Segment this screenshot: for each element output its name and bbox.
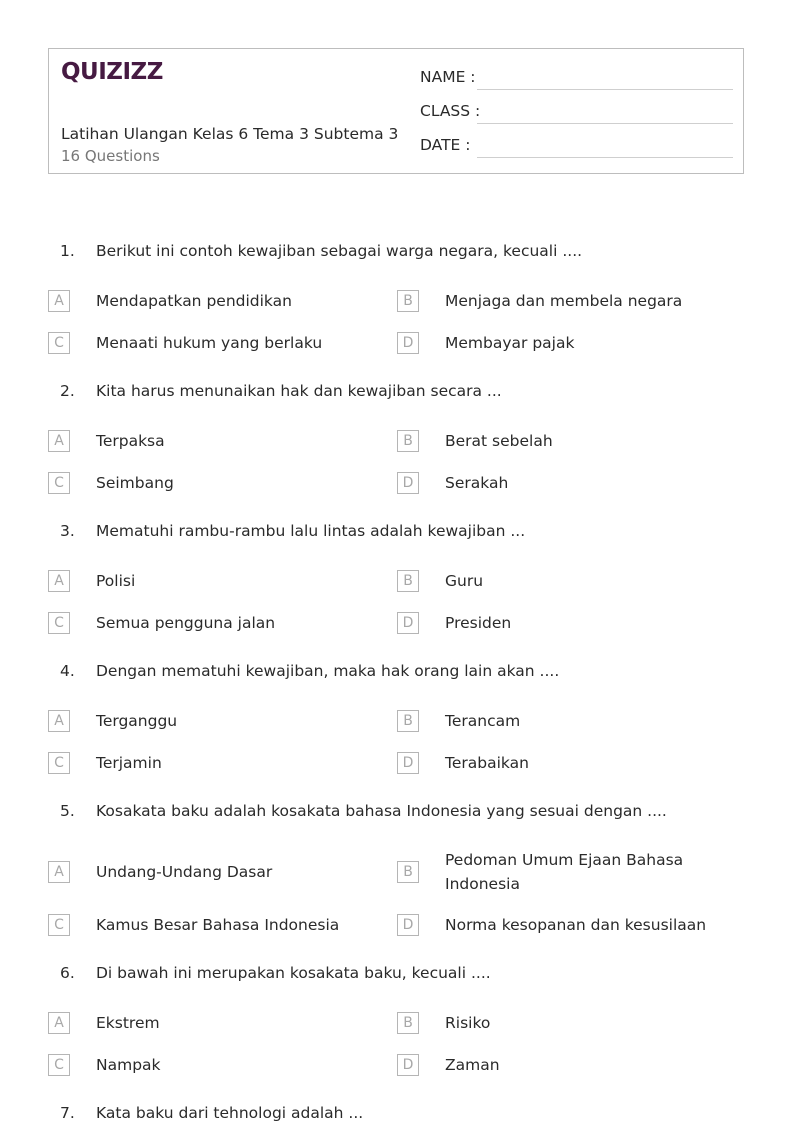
option-d-box[interactable]: D bbox=[397, 612, 419, 634]
option-d-text: Presiden bbox=[445, 614, 512, 632]
date-field-line bbox=[477, 157, 733, 158]
option-a-text: Undang-Undang Dasar bbox=[96, 863, 273, 881]
option-c-box[interactable]: C bbox=[48, 612, 70, 634]
option-a-text: Terpaksa bbox=[96, 432, 165, 450]
option-a-box[interactable]: A bbox=[48, 861, 70, 883]
worksheet-header bbox=[48, 48, 744, 174]
option-c-box[interactable]: C bbox=[48, 332, 70, 354]
class-field-line bbox=[477, 123, 733, 124]
question-number: 7. bbox=[60, 1104, 75, 1122]
date-label: DATE : bbox=[420, 136, 471, 154]
option-d-box[interactable]: D bbox=[397, 1054, 419, 1076]
name-field-line bbox=[477, 89, 733, 90]
option-b-box[interactable]: B bbox=[397, 430, 419, 452]
option-a-box[interactable]: A bbox=[48, 710, 70, 732]
option-b-text: Berat sebelah bbox=[445, 432, 553, 450]
option-b-box[interactable]: B bbox=[397, 1012, 419, 1034]
question-number: 1. bbox=[60, 242, 75, 260]
quizizz-logo: QUIZIZZ bbox=[61, 59, 163, 85]
option-d-box[interactable]: D bbox=[397, 914, 419, 936]
option-d-text: Membayar pajak bbox=[445, 334, 575, 352]
question-number: 2. bbox=[60, 382, 75, 400]
option-d-text: Serakah bbox=[445, 474, 509, 492]
question-text: Mematuhi rambu-rambu lalu lintas adalah kewajiban ... bbox=[96, 522, 526, 540]
option-c-text: Semua pengguna jalan bbox=[96, 614, 276, 632]
option-b-text: Terancam bbox=[445, 712, 521, 730]
option-c-text: Seimbang bbox=[96, 474, 174, 492]
option-a-text: Terganggu bbox=[96, 712, 178, 730]
option-d-text: Terabaikan bbox=[445, 754, 529, 772]
option-a-text: Polisi bbox=[96, 572, 136, 590]
question-number: 3. bbox=[60, 522, 75, 540]
worksheet-title: Latihan Ulangan Kelas 6 Tema 3 Subtema 3 bbox=[61, 125, 399, 143]
option-b-text: Pedoman Umum Ejaan Bahasa Indonesia bbox=[445, 851, 684, 893]
question-count: 16 Questions bbox=[61, 147, 160, 165]
option-c-text: Terjamin bbox=[96, 754, 162, 772]
option-d-box[interactable]: D bbox=[397, 752, 419, 774]
question-text: Berikut ini contoh kewajiban sebagai warga negara, kecuali .... bbox=[96, 242, 583, 260]
question-text: Dengan mematuhi kewajiban, maka hak orang lain akan .... bbox=[96, 662, 560, 680]
question-number: 6. bbox=[60, 964, 75, 982]
option-c-text: Kamus Besar Bahasa Indonesia bbox=[96, 916, 340, 934]
question-text: Kita harus menunaikan hak dan kewajiban secara ... bbox=[96, 382, 502, 400]
option-b-box[interactable]: B bbox=[397, 290, 419, 312]
option-c-box[interactable]: C bbox=[48, 914, 70, 936]
question-text: Di bawah ini merupakan kosakata baku, kecuali .... bbox=[96, 964, 491, 982]
option-b-box[interactable]: B bbox=[397, 710, 419, 732]
option-d-text: Zaman bbox=[445, 1056, 500, 1074]
option-a-box[interactable]: A bbox=[48, 430, 70, 452]
option-a-box[interactable]: A bbox=[48, 570, 70, 592]
option-d-box[interactable]: D bbox=[397, 472, 419, 494]
option-c-box[interactable]: C bbox=[48, 752, 70, 774]
option-c-text: Nampak bbox=[96, 1056, 161, 1074]
option-c-box[interactable]: C bbox=[48, 1054, 70, 1076]
question-text: Kata baku dari tehnologi adalah ... bbox=[96, 1104, 364, 1122]
name-label: NAME : bbox=[420, 68, 476, 86]
class-label: CLASS : bbox=[420, 102, 481, 120]
option-d-box[interactable]: D bbox=[397, 332, 419, 354]
question-number: 5. bbox=[60, 802, 75, 820]
option-b-text: Guru bbox=[445, 572, 484, 590]
option-a-text: Ekstrem bbox=[96, 1014, 160, 1032]
option-b-text: Risiko bbox=[445, 1014, 491, 1032]
option-a-box[interactable]: A bbox=[48, 1012, 70, 1034]
option-a-box[interactable]: A bbox=[48, 290, 70, 312]
option-d-text: Norma kesopanan dan kesusilaan bbox=[445, 916, 707, 934]
option-b-box[interactable]: B bbox=[397, 861, 419, 883]
option-b-box[interactable]: B bbox=[397, 570, 419, 592]
option-b-text: Menjaga dan membela negara bbox=[445, 292, 683, 310]
question-number: 4. bbox=[60, 662, 75, 680]
question-text: Kosakata baku adalah kosakata bahasa Indonesia yang sesuai dengan .... bbox=[96, 802, 667, 820]
option-c-text: Menaati hukum yang berlaku bbox=[96, 334, 323, 352]
option-a-text: Mendapatkan pendidikan bbox=[96, 292, 292, 310]
option-c-box[interactable]: C bbox=[48, 472, 70, 494]
